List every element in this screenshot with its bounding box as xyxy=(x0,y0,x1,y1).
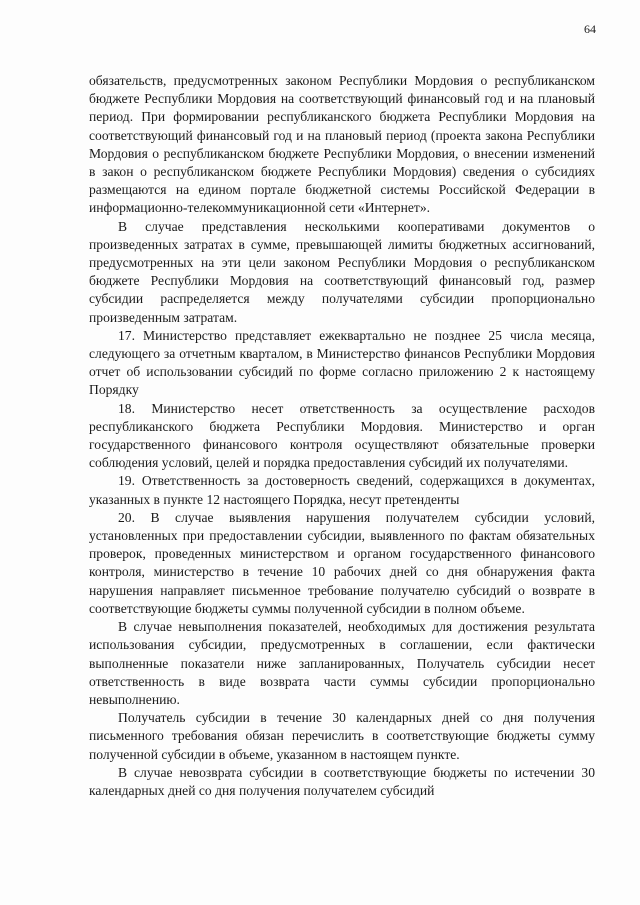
paragraph-subsidy-distribution: В случае представления несколькими кооперативами документов о произведенных затратах в сумме, превышающей лимиты бюджетных ассигнований, предусмотренных на эти цели законом Республики Мордовия о республиканском бюджете Республики Мордовия на соответствующий финансовый год, размер субсидии распределяется между получателями субсидии пропорционально произведенным затратам. xyxy=(89,218,595,325)
document-body xyxy=(89,72,595,800)
paragraph-continuation: обязательств, предусмотренных законом Республики Мордовия о республиканском бюджете Республики Мордовия на соответствующий финансовый год и на плановый период. При формировании республиканского бюджета Республики Мордовия на соответствующий финансовый год и на плановый период (проекта закона Республики Мордовия о республиканском бюджете Республики Мордовия, о внесении изменений в закон о республиканском бюджете Республики Мордовия) сведения о субсидиях размещаются на едином портале бюджетной системы Российской Федерации в информационно-телекоммуникационной сети «Интернет». xyxy=(89,73,595,216)
paragraph-non-return: В случае невозврата субсидии в соответствующие бюджеты по истечении 30 календарных дней со дня получения получателем субсидий xyxy=(89,764,595,798)
paragraph-item-19: 19. Ответственность за достоверность сведений, содержащихся в документах, указанных в пункте 12 настоящего Порядка, несут претенденты xyxy=(89,473,595,507)
paragraph-indicators-failure: В случае невыполнения показателей, необходимых для достижения результата использования субсидии, предусмотренных в соглашении, если фактически выполненные показатели ниже запланированных, Получатель субсидии несет ответственность в виде возврата части суммы субсидии пропорционально невыполнению. xyxy=(89,619,595,707)
page-number: 64 xyxy=(584,22,596,36)
paragraph-repayment-term: Получатель субсидии в течение 30 календарных дней со дня получения письменного требования обязан перечислить в соответствующие бюджеты сумму полученной субсидии в объеме, указанном в настоящем пункте. xyxy=(89,710,595,762)
paragraph-item-18: 18. Министерство несет ответственность за осуществление расходов республиканского бюджета Республики Мордовия. Министерство и орган государственного финансового контроля осуществляют обязательные проверки соблюдения условий, целей и порядка предоставления субсидий их получателями. xyxy=(89,400,595,471)
paragraph-item-20: 20. В случае выявления нарушения получателем субсидии условий, установленных при предоставлении субсидии, выявленного по фактам обязательных проверок, проведенных министерством и органом государственного финансового контроля, министерство в течение 10 рабочих дней со дня обнаружения факта нарушения направляет письменное требование получателю субсидий о возврате в соответствующие бюджеты суммы полученной субсидии в полном объеме. xyxy=(89,509,595,616)
paragraph-item-17: 17. Министерство представляет ежеквартально не позднее 25 числа месяца, следующего за отчетным кварталом, в Министерство финансов Республики Мордовия отчет об использовании субсидий по форме согласно приложению 2 к настоящему Порядку xyxy=(89,327,595,398)
